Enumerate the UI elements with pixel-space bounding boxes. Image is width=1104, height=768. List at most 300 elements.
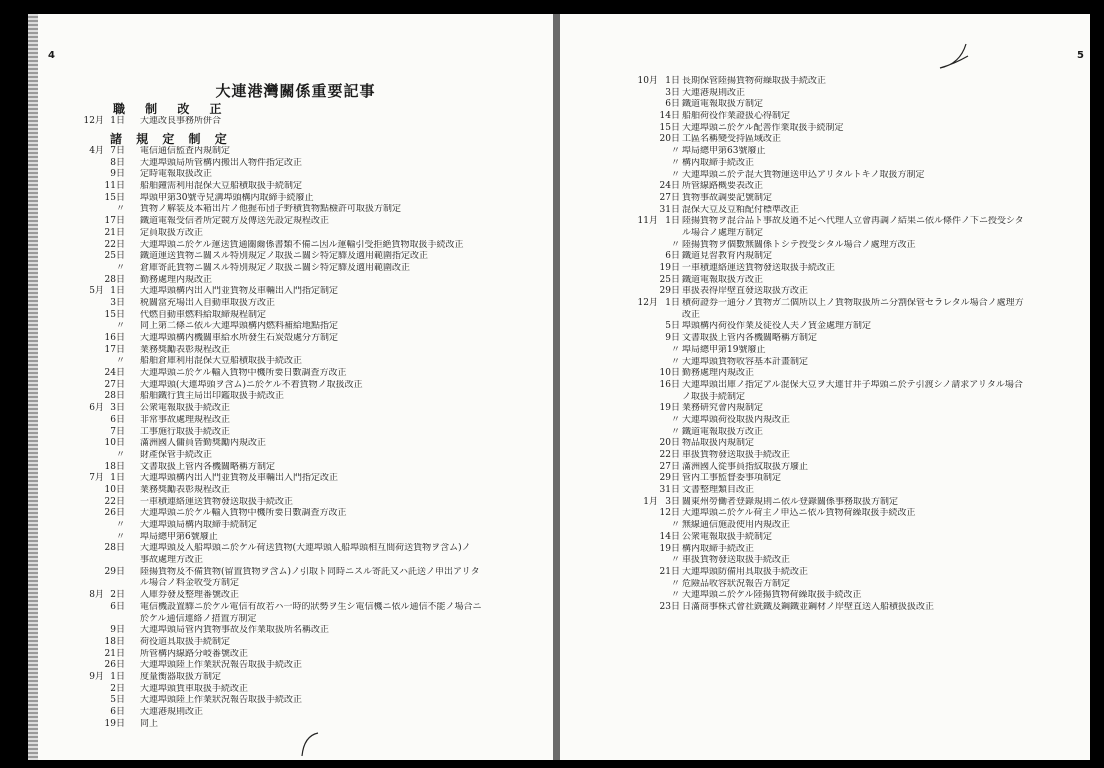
entry-text: 管内工事監督委事項制定 [682, 473, 782, 484]
entry-text: 代燃自動車燃料給取締規程制定 [140, 309, 267, 320]
section-heading: 諸 規 定 制 定 [110, 132, 232, 146]
entry-row [38, 614, 553, 626]
entry-row [560, 485, 1090, 497]
entry-day: 16日 [659, 379, 680, 390]
entry-day: 1日 [110, 473, 125, 484]
entry-row [38, 567, 553, 579]
entry-day: 〃 [115, 321, 125, 332]
entry-text: 構内取締手続改正 [682, 543, 755, 554]
entry-day: 18日 [104, 636, 125, 647]
entry-day: 26日 [104, 508, 125, 519]
entry-text: 財產保管手続改正 [140, 449, 213, 460]
entry-row [38, 473, 553, 485]
entry-row [560, 462, 1090, 474]
entry-row [560, 590, 1090, 602]
scan-page-edge [28, 14, 38, 760]
entry-row [38, 543, 553, 555]
entry-row [560, 134, 1090, 146]
entry-day: 〃 [670, 555, 680, 566]
entry-day: 20日 [659, 134, 680, 145]
entry-row [38, 462, 553, 474]
entry-row [38, 275, 553, 287]
entry-row [38, 684, 553, 696]
entry-day: 1日 [110, 671, 125, 682]
entry-text: ノ取扱手続制定 [682, 391, 746, 402]
entry-row [38, 146, 553, 158]
entry-day: 25日 [104, 251, 125, 262]
entry-text: 大連改良事務所併合 [140, 116, 222, 126]
entry-day: 〃 [115, 262, 125, 273]
entry-text: 陸揚貨物ヲ個數無關係トシテ授受シタル場合ノ處理方改正 [682, 239, 916, 250]
entry-row [560, 520, 1090, 532]
entry-day: 28日 [104, 274, 125, 285]
entry-row [38, 169, 553, 181]
entry-row [38, 427, 553, 439]
entry-row [38, 240, 553, 252]
entry-row [560, 146, 1090, 158]
entry-day: 27日 [659, 461, 680, 472]
entry-row [38, 719, 553, 731]
entry-text: 日滿商事株式會社銑鐵及鋼鐵並鋼材ノ岸壁直送入船積扱扱改正 [682, 601, 935, 612]
entry-text: 工區名稱變受持區域改正 [682, 134, 782, 145]
entry-day: 〃 [670, 169, 680, 180]
entry-row [38, 672, 553, 684]
entry-text: 滿洲國人從事員指紋取扱方廢止 [682, 461, 809, 472]
entry-row [38, 263, 553, 275]
entry-day: 5日 [110, 695, 125, 706]
entry-day: 7日 [110, 146, 125, 156]
entry-day: 27日 [104, 379, 125, 390]
entry-text: 埠頭構内荷役作業及徒役人夫ノ賃金處理方制定 [682, 321, 872, 332]
entry-text: 大連埠頭ニ於ケル輸入貨物中機所要日數調査方改正 [140, 508, 347, 519]
entry-row [560, 263, 1090, 275]
entry-month: 4月 [89, 146, 104, 156]
entry-row [38, 695, 553, 707]
entry-text: 電信通信監査内規制定 [140, 146, 231, 156]
entry-day: 11日 [104, 181, 125, 192]
entry-row [560, 99, 1090, 111]
entry-text: 公衆電報取扱手続制定 [682, 531, 773, 542]
entry-text: 所管構内線路分岐番號改正 [140, 648, 249, 659]
entry-day: 28日 [104, 391, 125, 402]
entry-month: 11月 [637, 216, 658, 227]
entry-day: 29日 [659, 286, 680, 297]
entry-row [38, 707, 553, 719]
entry-text: 物品取扱内規制定 [682, 438, 755, 449]
entry-day: 9日 [665, 333, 680, 344]
entry-row [38, 578, 553, 590]
entry-text: 文書取扱上管内各機關略稱方制定 [682, 333, 818, 344]
entry-day: 〃 [670, 344, 680, 355]
entry-day: 28日 [104, 543, 125, 554]
entry-text: 大連埠頭貨物收容基本計畫制定 [682, 356, 809, 367]
entry-text: 非常事故處理規程改正 [140, 414, 231, 425]
entry-text: 文書取扱上管内各機關略稱方制定 [140, 461, 276, 472]
entry-text: 一車積連絡運送貨物發送取扱手続改正 [140, 496, 294, 507]
entry-row [560, 602, 1090, 614]
entry-day: 10日 [659, 368, 680, 379]
entry-row [560, 415, 1090, 427]
entry-day: 19日 [659, 263, 680, 273]
entry-day: 20日 [659, 438, 680, 449]
entry-text: 度量衡器取扱方制定 [140, 671, 222, 682]
entry-row [560, 392, 1090, 404]
entry-day: 10日 [104, 484, 125, 495]
entry-text: 大連埠頭局管内貨物事故及作業取扱所名稱改正 [140, 625, 330, 636]
entry-day: 6日 [110, 601, 125, 612]
entry-text: 關東州勞働者登錄規則ニ依ル登錄關係事務取扱方制定 [682, 496, 899, 507]
left-page [38, 14, 553, 760]
entry-day: 〃 [115, 356, 125, 367]
entry-text: 大連埠頭ニ於ケル陸揚貨物荷繰取扱手続改正 [682, 590, 862, 601]
entry-day: 22日 [659, 450, 680, 460]
entry-day: 〃 [670, 356, 680, 367]
entry-day: 9日 [110, 625, 125, 636]
entry-row [38, 403, 553, 415]
entry-day: 15日 [659, 122, 680, 133]
entry-row [560, 111, 1090, 123]
entry-day: 31日 [659, 485, 680, 496]
entry-day: 〃 [115, 531, 125, 542]
entry-day: 22日 [104, 496, 125, 507]
entry-row [560, 88, 1090, 100]
entry-text: 大連埠頭ニ於ケル輸入貨物中機所要日數調査方改正 [140, 368, 347, 379]
entry-day: 1日 [665, 76, 680, 86]
entry-day: 14日 [659, 531, 680, 542]
entry-row [38, 116, 553, 128]
entry-day: 19日 [104, 718, 125, 729]
entry-day: 6日 [665, 251, 680, 262]
entry-row [560, 555, 1090, 567]
entry-day: 15日 [104, 309, 125, 320]
entry-row [38, 508, 553, 520]
entry-day: 29日 [104, 566, 125, 577]
entry-text: 鐵道電報取扱方制定 [682, 99, 764, 110]
entry-day: 〃 [670, 578, 680, 589]
entry-row [38, 555, 553, 567]
entry-row [560, 403, 1090, 415]
entry-row [560, 567, 1090, 579]
entry-day: 19日 [659, 403, 680, 414]
entry-row [560, 532, 1090, 544]
entry-row [560, 123, 1090, 135]
entry-text: 構内取締手続改正 [682, 157, 755, 168]
entry-day: 12日 [659, 508, 680, 519]
entry-day: 8日 [110, 157, 125, 168]
entry-text: 船舶荷役作業證扱心得制定 [682, 111, 791, 122]
entry-row [38, 286, 553, 298]
entry-row [38, 497, 553, 509]
entry-row [38, 602, 553, 614]
entry-text: 於ケル通信連絡ノ措置方制定 [140, 613, 257, 624]
entry-text: 船舶倉庫利用混保大豆船積取扱手続改正 [140, 356, 303, 367]
entry-day: 〃 [670, 426, 680, 437]
entry-text: 大連埠頭局所管構内搬出入物件指定改正 [140, 157, 303, 168]
entry-row [38, 310, 553, 322]
entry-text: 鐵道電報受信者所定競方及傳送先設定規程改正 [140, 216, 330, 227]
entry-day: 25日 [659, 274, 680, 285]
entry-row [38, 660, 553, 672]
page-title: 大連港灣關係重要記事 [215, 82, 376, 100]
entry-text: 大連埠頭ニ於ケル運送貨通關爾係書類不備ニ因ル運輸引受拒絶貨物取扱手続改正 [140, 239, 464, 250]
entry-row [38, 321, 553, 333]
entry-text: 埠局總甲第63號廢止 [682, 146, 766, 157]
entry-day: 17日 [104, 216, 125, 227]
entry-month: 12月 [637, 298, 658, 309]
entry-day: 14日 [659, 111, 680, 122]
entry-day: 21日 [104, 227, 125, 238]
entry-text: 陸揚貨物及不備貨物(留置貨物ヲ含ム)ノ引取ト同時ニスル寄託又ハ託送ノ申出アリタ [140, 566, 480, 577]
book-gutter [553, 14, 560, 760]
entry-row [560, 438, 1090, 450]
entry-row [38, 590, 553, 602]
section-heading: 職 制 改 正 [113, 102, 230, 116]
entry-day: 〃 [670, 157, 680, 168]
entry-month: 10月 [637, 76, 658, 86]
entry-text: 鐵道見習教育内規制定 [682, 251, 773, 262]
entry-row [38, 228, 553, 240]
entry-month: 8月 [89, 590, 104, 601]
entry-text: 大連埠頭局構内取締手続制定 [140, 520, 258, 530]
entry-row [38, 216, 553, 228]
entry-text: 倉庫寄託貨物ニ關スル特別規定ノ取扱ニ關シ特定驛及適用範圍改正 [140, 262, 411, 273]
entry-row [38, 438, 553, 450]
entry-day: 22日 [104, 239, 125, 250]
page-number: 4 [48, 50, 55, 61]
entry-day: 3日 [110, 403, 125, 414]
entry-row [38, 204, 553, 216]
entry-day: 2日 [110, 683, 125, 694]
entry-text: 大連港規則改正 [682, 87, 746, 98]
entry-day: 1日 [665, 298, 680, 309]
entry-row [38, 649, 553, 661]
entry-list [560, 76, 1090, 614]
entry-month: 6月 [89, 403, 104, 414]
entry-text: 大連埠頭構内機關車給水所發生石炭殻處分方制定 [140, 333, 339, 343]
entry-day: 〃 [115, 449, 125, 460]
entry-text: 鐵道電報取扱方改正 [682, 274, 764, 285]
entry-text: 鐵道運送貨物ニ關スル特別規定ノ取扱ニ關シ特定驛及適用範圍指定改正 [140, 251, 429, 262]
entry-row [560, 275, 1090, 287]
entry-text: 大連埠頭構内出入門並貨物及車輛出入門指定制定 [140, 286, 339, 297]
entry-day: 9日 [110, 169, 125, 180]
pencil-mark-icon [296, 730, 326, 760]
entry-day: 19日 [659, 543, 680, 554]
entry-row [560, 181, 1090, 193]
entry-row [560, 368, 1090, 380]
entry-text: 同上 [140, 718, 159, 729]
entry-row [560, 497, 1090, 509]
entry-day: 〃 [670, 239, 680, 250]
entry-text: 大連埠頭陸上作業狀況報告取扱手続改正 [140, 695, 303, 706]
entry-row [560, 450, 1090, 462]
entry-row [560, 228, 1090, 240]
entry-text: 業務獎勵表彰規程改正 [140, 484, 231, 495]
entry-row [38, 391, 553, 403]
entry-text: 大連埠頭防備用具取扱手続改正 [682, 566, 809, 577]
entry-day: 15日 [104, 192, 125, 203]
entry-day: 3日 [665, 87, 680, 98]
entry-row [560, 380, 1090, 392]
entry-text: 大連埠頭(大連埠頭ヲ含ム)ニ於ケル不着貨物ノ取扱改正 [140, 379, 363, 390]
entry-row [560, 158, 1090, 170]
entry-row [560, 333, 1090, 345]
entry-day: 1日 [110, 116, 125, 126]
entry-day: 7日 [110, 426, 125, 437]
entry-text: 一車積連絡運送貨物發送取扱手続改正 [682, 263, 836, 273]
entry-text: ル場合ノ料金收受方制定 [140, 578, 240, 589]
entry-month: 7月 [89, 473, 104, 484]
entry-text: 定員取扱方改正 [140, 227, 204, 238]
entry-row [38, 637, 553, 649]
entry-text: 事故處理方改正 [140, 555, 204, 566]
entry-text: ル場合ノ處理方制定 [682, 227, 764, 238]
entry-text: 車扱貨物發送取扱手続改正 [682, 555, 791, 566]
entry-row [560, 579, 1090, 591]
entry-row [38, 298, 553, 310]
entry-row [38, 345, 553, 357]
entry-text: 無線通信施設使用内規改正 [682, 520, 791, 531]
entry-text: 文書整理類目改正 [682, 485, 755, 496]
entry-text: 船舶鐘需利用混保大豆船積取扱手続制定 [140, 181, 303, 192]
entry-row [560, 427, 1090, 439]
entry-text: 荷役道具取扱手続制定 [140, 636, 231, 647]
entry-row [560, 345, 1090, 357]
entry-text: 危險品收容狀況報告方制定 [682, 578, 791, 589]
entry-text: 車扱貨物發送取扱手続改正 [682, 450, 791, 460]
entry-text: 業務獎勵表彰規程改正 [140, 344, 231, 355]
entry-row [560, 76, 1090, 88]
entry-text: 貨物事故調要記號制定 [682, 192, 773, 203]
entry-day: 10日 [104, 438, 125, 449]
entry-day: 6日 [665, 99, 680, 110]
entry-day: 5日 [665, 321, 680, 332]
entry-text: 勤務處理内規改正 [140, 274, 213, 285]
entry-text: 大連埠頭出庫ノ指定アル混保大豆ヲ大連甘井子埠頭ニ於テ引渡シノ請求アリタル場合 [682, 379, 1023, 390]
entry-day: 6日 [110, 414, 125, 425]
entry-row [560, 310, 1090, 322]
entry-text: 陸揚貨物ヲ混合品ト事故及過不足ヘ代理人立會再調ノ結果ニ依ル條件ノ下ニ授受シタ [682, 216, 1024, 227]
entry-row [38, 333, 553, 345]
entry-text: 所管線路概要表改正 [682, 181, 764, 192]
entry-row [560, 286, 1090, 298]
entry-text: 税關當充場出入自動車取扱方改正 [140, 297, 276, 308]
entry-text: 大連埠頭及入船埠頭ニ於ケル荷送貨物(大連埠頭入船埠頭相互間荷送貨物ヲ含ム)ノ [140, 543, 471, 554]
entry-text: 改正 [682, 309, 701, 320]
entry-row [560, 321, 1090, 333]
entry-day: 1日 [665, 216, 680, 227]
entry-day: 26日 [104, 660, 125, 671]
entry-day: 〃 [670, 520, 680, 531]
entry-text: 大連埠頭荷役取扱内規改正 [682, 414, 791, 425]
entry-row [560, 544, 1090, 556]
entry-day: 〃 [115, 520, 125, 530]
entry-row [38, 625, 553, 637]
entry-row [560, 170, 1090, 182]
entry-row [560, 357, 1090, 369]
entry-row [38, 356, 553, 368]
entry-text: 電信機設置驛ニ於ケル電信有故若ハ一時的狀勢ヲ生シ電信機ニ依ル通信不能ノ場合ニ [140, 601, 482, 612]
entry-row [38, 485, 553, 497]
entry-day: 1日 [110, 286, 125, 297]
entry-day: 16日 [104, 333, 125, 343]
entry-month: 12月 [83, 116, 104, 126]
entry-row [38, 450, 553, 462]
entry-row [560, 205, 1090, 217]
entry-list [38, 146, 553, 730]
entry-text: 勤務處理内規改正 [682, 368, 755, 379]
entry-row [38, 380, 553, 392]
entry-month: 9月 [89, 671, 104, 682]
entry-day: 6日 [110, 707, 125, 717]
entry-text: 滿洲國人傭員皆勤獎勵内規改正 [140, 438, 267, 449]
entry-day: 〃 [115, 204, 125, 215]
entry-row [560, 251, 1090, 263]
entry-day: 〃 [670, 590, 680, 601]
entry-day: 2日 [110, 590, 125, 601]
entry-text: 大連埠頭ニ於ケル荷主ノ申込ニ依ル貨物荷繰取扱手続改正 [682, 508, 916, 519]
entry-day: 18日 [104, 461, 125, 472]
entry-text: 混保大豆及豆粕配付標準改正 [682, 204, 800, 215]
entry-day: 〃 [670, 146, 680, 157]
entry-day: 3日 [665, 496, 680, 507]
entry-row [560, 216, 1090, 228]
entry-day: 24日 [104, 368, 125, 379]
entry-row [560, 240, 1090, 252]
entry-day: 23日 [659, 601, 680, 612]
entry-day: 3日 [110, 297, 125, 308]
entry-day: 17日 [104, 344, 125, 355]
entry-row [38, 158, 553, 170]
entry-text: 大連埠頭陸上作業狀況報告取扱手続改正 [140, 660, 303, 671]
entry-row [38, 193, 553, 205]
entry-text: 大連埠頭ニ於ケル配善作業取扱手続制定 [682, 122, 844, 133]
pencil-mark-icon [936, 42, 976, 80]
entry-text: 業務研究會内規制定 [682, 403, 764, 414]
entry-text: 埠頭甲第30號寺兒溝埠頭構内取締手続廢止 [140, 192, 314, 203]
entry-text: 公衆電報取扱手続改正 [140, 403, 231, 414]
entry-text: 大連埠頭構内出入門並貨物及車輛出入門指定改正 [140, 473, 339, 484]
entry-text: 大連埠頭ニ於テ混大貨物運送申込アリタルトキノ取扱方制定 [682, 169, 925, 180]
right-page [560, 14, 1090, 760]
entry-day: 21日 [659, 566, 680, 577]
entry-row [38, 520, 553, 532]
entry-text: 積荷證券一通分ノ貨物ガ二個所以上ノ貨物取扱所ニ分割保管セラレタル場合ノ處理方 [682, 298, 1024, 309]
entry-month: 1月 [643, 496, 658, 507]
entry-text: 埠局總甲第19號廢止 [682, 344, 766, 355]
section-entries [38, 116, 553, 128]
entry-day: 21日 [104, 648, 125, 659]
entry-month: 5月 [89, 286, 104, 297]
entry-row [38, 368, 553, 380]
entry-row [560, 508, 1090, 520]
entry-row [560, 473, 1090, 485]
entry-text: 長期保管陸揚貨物荷繰取扱手続改正 [682, 76, 827, 86]
entry-row [38, 251, 553, 263]
entry-text: 同上第二條ニ依ル大連埠頭構内燃料補給地點指定 [140, 321, 339, 332]
entry-text: 大連港規則改正 [140, 707, 204, 717]
entry-day: 31日 [659, 204, 680, 215]
entry-row [38, 415, 553, 427]
entry-row [38, 532, 553, 544]
entry-text: 定時電報取扱改正 [140, 169, 213, 180]
entry-text: 車扱表得岸壁直發送取扱方改正 [682, 286, 809, 297]
entry-text: 埠局總甲第6號廢止 [140, 531, 218, 542]
entry-text: 貨物ノ解装及本箱出片ノ他握布団子野積貨物點檢許可取扱方制定 [140, 204, 402, 215]
entry-text: 船舶鐵行貨主局出印鑑取扱手続改正 [140, 391, 285, 402]
entry-text: 鐵道電報取扱方改正 [682, 426, 764, 437]
entry-day: 24日 [659, 181, 680, 192]
